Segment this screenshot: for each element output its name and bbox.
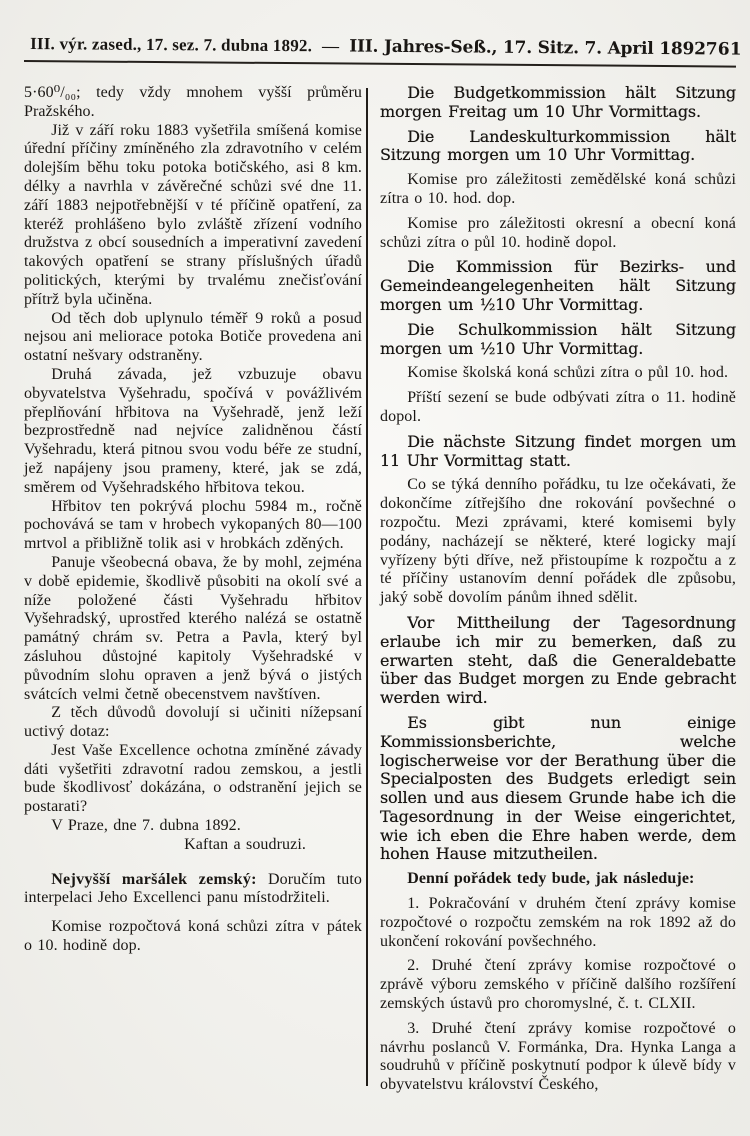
paragraph: Komise školská koná schůzi zítra o půl 10. hod.: [407, 364, 729, 382]
paragraph: Die Landeskulturkommission hält Sitzung morgen um 10 Uhr Vormittag.: [380, 126, 736, 165]
paragraph: Denní pořádek tedy bude, jak následuje:: [407, 870, 695, 888]
paragraph: Die nächste Sitzung findet morgen um 11 Uhr Vormittag statt.: [380, 431, 736, 470]
header-german-session: III. Jahres-Seß., 17. Sitz. 7. April 1892: [349, 36, 706, 60]
page-header: [24, 34, 742, 68]
paragraph: Z těch důvodů dovolují si učiniti nížepsaní uctivý dotaz:: [24, 704, 362, 741]
header-czech-session: III. výr. zased., 17. sez. 7. dubna 1892.: [30, 34, 313, 56]
paragraph: Es gibt nun einige Kommissionsberichte, welche logischerweise vor der Berathung über die Specialposten des Budgets erledigt sein sollen und aus diesem Grunde habe ich die Tagesordnung in der Weise eingerichtet, wie ich eben die Ehre haben werde, dem hohen Hause mitzutheilen.: [380, 712, 736, 864]
paragraph: Jest Vaše Excellence ochotna zmíněné závady dáti vyšetřiti zdravotní radou zemskou, a jestli bude škodlivosť dokázána, o odstranění jejich se postarati?: [24, 741, 362, 816]
paragraph: Die Kommission für Bezirks- und Gemeindeangelegenheiten hält Sitzung morgen um ½10 Uhr Vormittag.: [380, 257, 736, 314]
paragraph: Hřbitov ten pokrývá plochu 5984 m., ročně pochovává se tam v hrobech vykopaných 80—100 mrtvol a přibližně tolik asi v hrobkách zděných.: [24, 497, 362, 553]
paragraph: Co se týká denního pořádku, tu lze očekávati, že dokončíme zítřejšího dne rokování povšechné o rozpočtu. Mezi zprávami, které komisemi byly podány, nacházejí se některé, které logicky mají vyřízeny býti dříve, než přistoupíme k rozpočtu a z té příčiny ustanovím denní pořádek dle způsobu, jaký sobě dovolím pánům ihned sdělit.: [380, 476, 736, 607]
column-gutter: [362, 84, 380, 1095]
paragraph: Druhá závada, jež vzbuzuje obavu obyvatelstva Vyšehradu, spočívá v povážlivém přeplňování hřbitova na Vyšehradě, jenž leží bezprostředně nad nejvíce zalidněnou částí Vyšehradu, která pitnou svou vodu béře ze studní, jež napájeny jsou prameny, které, jak se zdá, směrem od Vyšehradského hřbitova tekou.: [24, 365, 362, 496]
paragraph: 2. Druhé čtení zprávy komise rozpočtové o zprávě výboru zemského v příčině dalšího rozšíření zemských ústavů pro choromyslné, č. t. CLXII.: [380, 957, 736, 1013]
paragraph: Vor Mittheilung der Tagesordnung erlaube ich mir zu bemerken, daß zu erwarten steht, daß die Generaldebatte über das Budget morgen zu Ende gebracht werden wird.: [380, 612, 736, 708]
paragraph: 3. Druhé čtení zprávy komise rozpočtové o návrhu poslanců V. Formánka, Dra. Hynka Langa a soudruhů v příčině poskytnutí podpor k úlevě bídy v obyvatelstvu království Českého,: [380, 1019, 736, 1094]
paragraph: Komise pro záležitosti okresní a obecní koná schůzi zítra o půl 10. hodině dopol.: [380, 214, 736, 251]
paragraph: Příští sezení se bude odbývati zítra o 11. hodině dopol.: [380, 389, 736, 425]
right-column: [380, 84, 736, 1095]
paragraph: V Praze, dne 7. dubna 1892.: [51, 817, 241, 835]
paragraph: Nejvyšší maršálek zemský: Doručím tuto interpelaci Jeho Excellenci panu místodržiteli.: [24, 870, 362, 907]
page-number: 761: [705, 39, 742, 60]
column-divider: [366, 88, 368, 1086]
paragraph-lead: Nejvyšší maršálek zemský:: [51, 870, 257, 888]
left-column: [24, 84, 362, 1095]
paragraph: 5·60⁰/₀₀; tedy vždy mnohem vyšší průměru Pražského.: [24, 84, 362, 120]
paragraph: Die Schulkommission hält Sitzung morgen um ½10 Uhr Vormittag.: [380, 319, 736, 358]
header-separator: —: [322, 36, 340, 56]
paragraph: 1. Pokračování v druhém čtení zprávy komise rozpočtové o rozpočtu zemském na rok 1892 až do ukončení rokování povšechného.: [380, 895, 736, 950]
paragraph: Od těch dob uplynulo téměř 9 roků a posud nejsou ani meliorace potoka Botiče provedena ani ostatní nešvary odstraněny.: [24, 309, 362, 365]
paragraph: Komise pro záležitosti zemědělské koná schůzi zítra o 10. hod. dop.: [380, 171, 736, 207]
paragraph: Komise rozpočtová koná schůzi zítra v pátek o 10. hodině dop.: [24, 918, 362, 955]
two-column-body: [24, 84, 736, 1095]
paragraph: Již v září roku 1883 vyšetřila smíšená komise úřední příčiny zmíněného zla zdravotního v celém dolejším běhu toku potoka botičského, asi 8 km. délky a navrhla v závěrečné schůzi své dne 11. září 1883 nejpotřebnější v té příčině opatření, za kteréž prohlášeno bylo zvláště zřízení vodního družstva z obcí sousedních a imperativní zavedení takových opatření se strany příslušných úřadů politických, kterými by trvalému znečisťování přítrž byla učiněna.: [24, 121, 362, 308]
paragraph: Panuje všeobecná obava, že by mohl, zejména v době epidemie, škodlivě působiti na okolí své a níže položené části Vyšehradu hřbitov Vyšehradský, uprostřed kterého nalézá se ostatně památný chrám sv. Petra a Pavla, který byl zásluhou důstojné kapitoly Vyšehradské v původním slohu opraven a jenž bývá o jistých svátcích velmi četně obecenstvem navštíven.: [24, 553, 362, 703]
paragraph: Die Budgetkommission hält Sitzung morgen Freitag um 10 Uhr Vormittags.: [380, 83, 736, 121]
paragraph: Kaftan a soudruzi.: [184, 835, 306, 853]
